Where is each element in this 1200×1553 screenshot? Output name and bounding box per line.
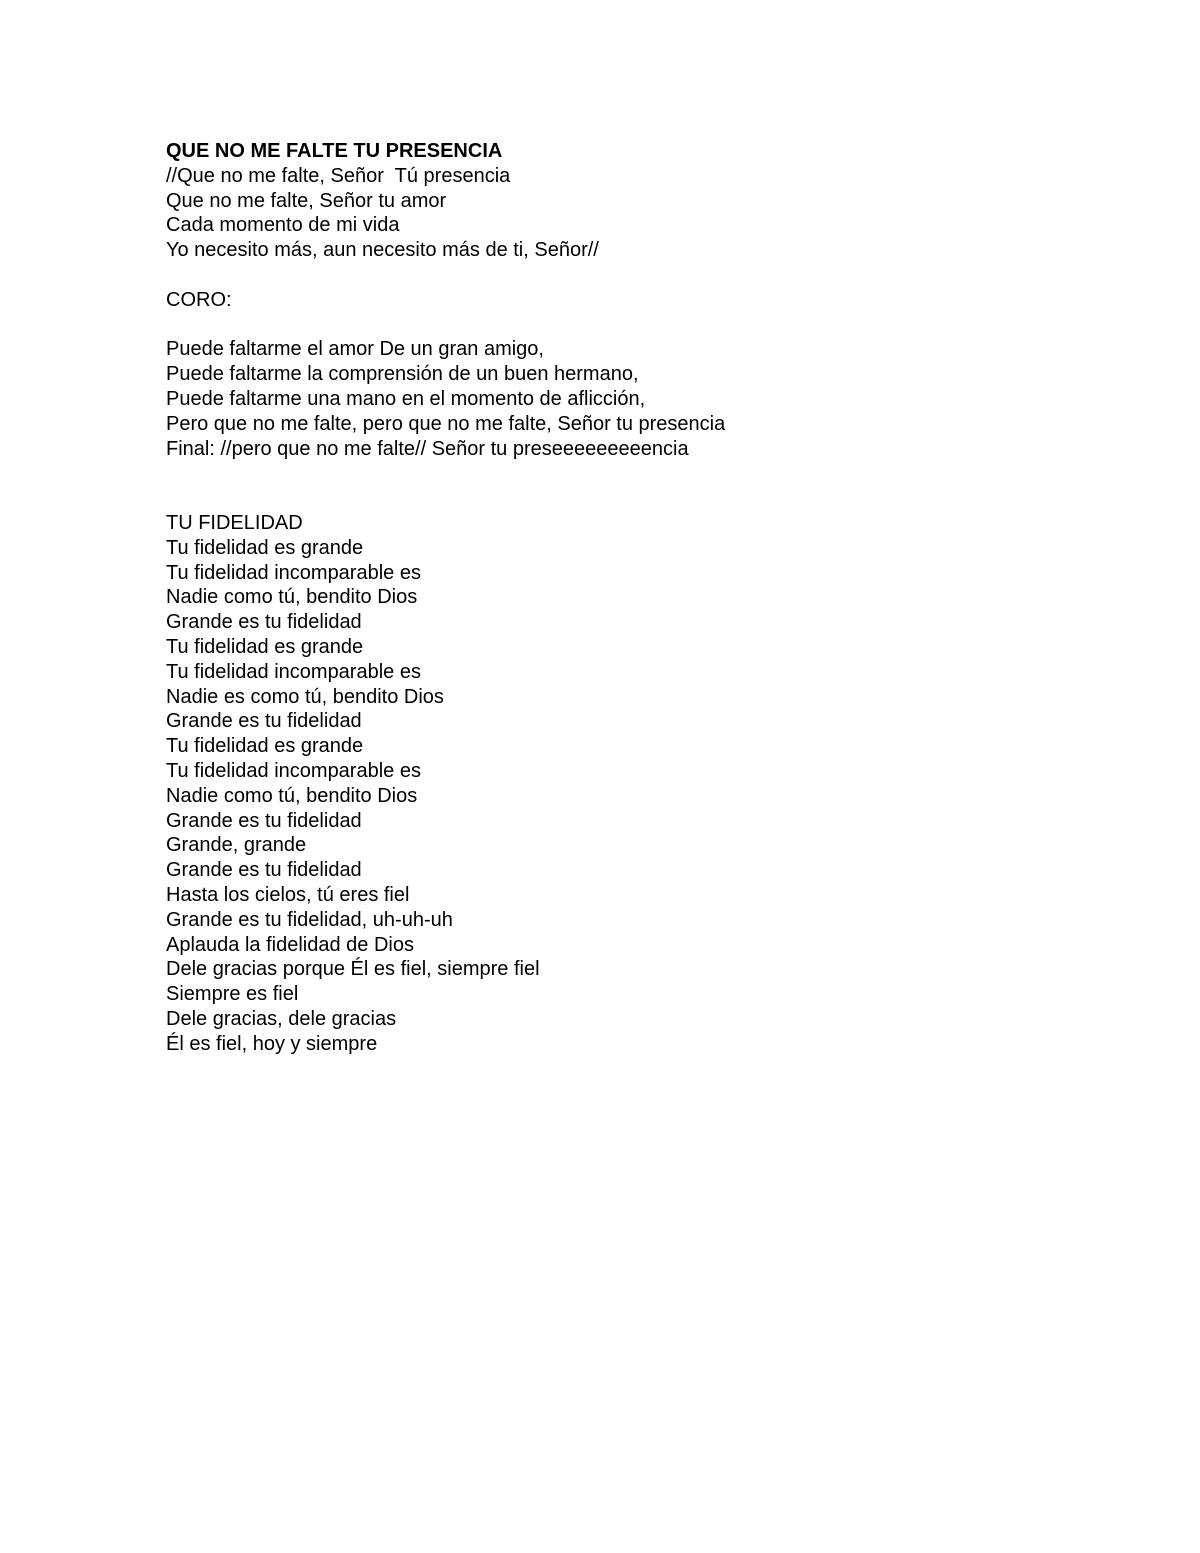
song2-line: Nadie como tú, bendito Dios — [166, 586, 418, 609]
song2-line: Él es fiel, hoy y siempre — [166, 1032, 378, 1055]
song1-verse-line: Que no me falte, Señor tu amor — [166, 189, 447, 212]
song2-line: Tu fidelidad es grande — [166, 536, 364, 559]
blank-line — [166, 263, 1066, 288]
song2-line: Tu fidelidad es grande — [166, 635, 364, 658]
song2-line: Tu fidelidad incomparable es — [166, 561, 421, 584]
song2-line: Tu fidelidad es grande — [166, 735, 364, 758]
lyrics-content — [166, 139, 1066, 1056]
song2-line: Aplauda la fidelidad de Dios — [166, 933, 414, 956]
blank-line — [166, 313, 1066, 338]
song2-title: TU FIDELIDAD — [166, 511, 303, 534]
song1-verse-line: Yo necesito más, aun necesito más de ti, Señor// — [166, 239, 599, 262]
song2-line: Dele gracias, dele gracias — [166, 1007, 397, 1030]
song2-line: Grande es tu fidelidad — [166, 710, 362, 733]
song1-verse-line: Cada momento de mi vida — [166, 214, 400, 237]
song2-line: Nadie es como tú, bendito Dios — [166, 685, 444, 708]
song1-chorus-line: Puede faltarme el amor De un gran amigo, — [166, 338, 544, 361]
song1-chorus-line: Puede faltarme la comprensión de un buen hermano, — [166, 363, 639, 386]
song1-chorus-line: Final: //pero que no me falte// Señor tu preseeeeeeeeencia — [166, 437, 689, 460]
song1-verse-line: //Que no me falte, Señor Tú presencia — [166, 164, 511, 187]
song2-line: Grande, grande — [166, 834, 307, 857]
song1-chorus-line: Pero que no me falte, pero que no me falte, Señor tu presencia — [166, 412, 726, 435]
song1-title: QUE NO ME FALTE TU PRESENCIA — [166, 140, 503, 162]
song2-line: Tu fidelidad incomparable es — [166, 660, 421, 683]
song2-line: Grande es tu fidelidad, uh-uh-uh — [166, 908, 453, 931]
song2-line: Dele gracias porque Él es fiel, siempre fiel — [166, 958, 540, 981]
song2-line: Tu fidelidad incomparable es — [166, 759, 421, 782]
song2-line: Nadie como tú, bendito Dios — [166, 784, 418, 807]
song2-line: Grande es tu fidelidad — [166, 611, 362, 634]
blank-line — [166, 486, 1066, 511]
song2-line: Siempre es fiel — [166, 983, 299, 1006]
song2-line: Hasta los cielos, tú eres fiel — [166, 883, 410, 906]
blank-line — [166, 461, 1066, 486]
song2-line: Grande es tu fidelidad — [166, 809, 362, 832]
chorus-label: CORO: — [166, 288, 232, 311]
song2-line: Grande es tu fidelidad — [166, 859, 362, 882]
song1-chorus-line: Puede faltarme una mano en el momento de aflicción, — [166, 387, 646, 410]
